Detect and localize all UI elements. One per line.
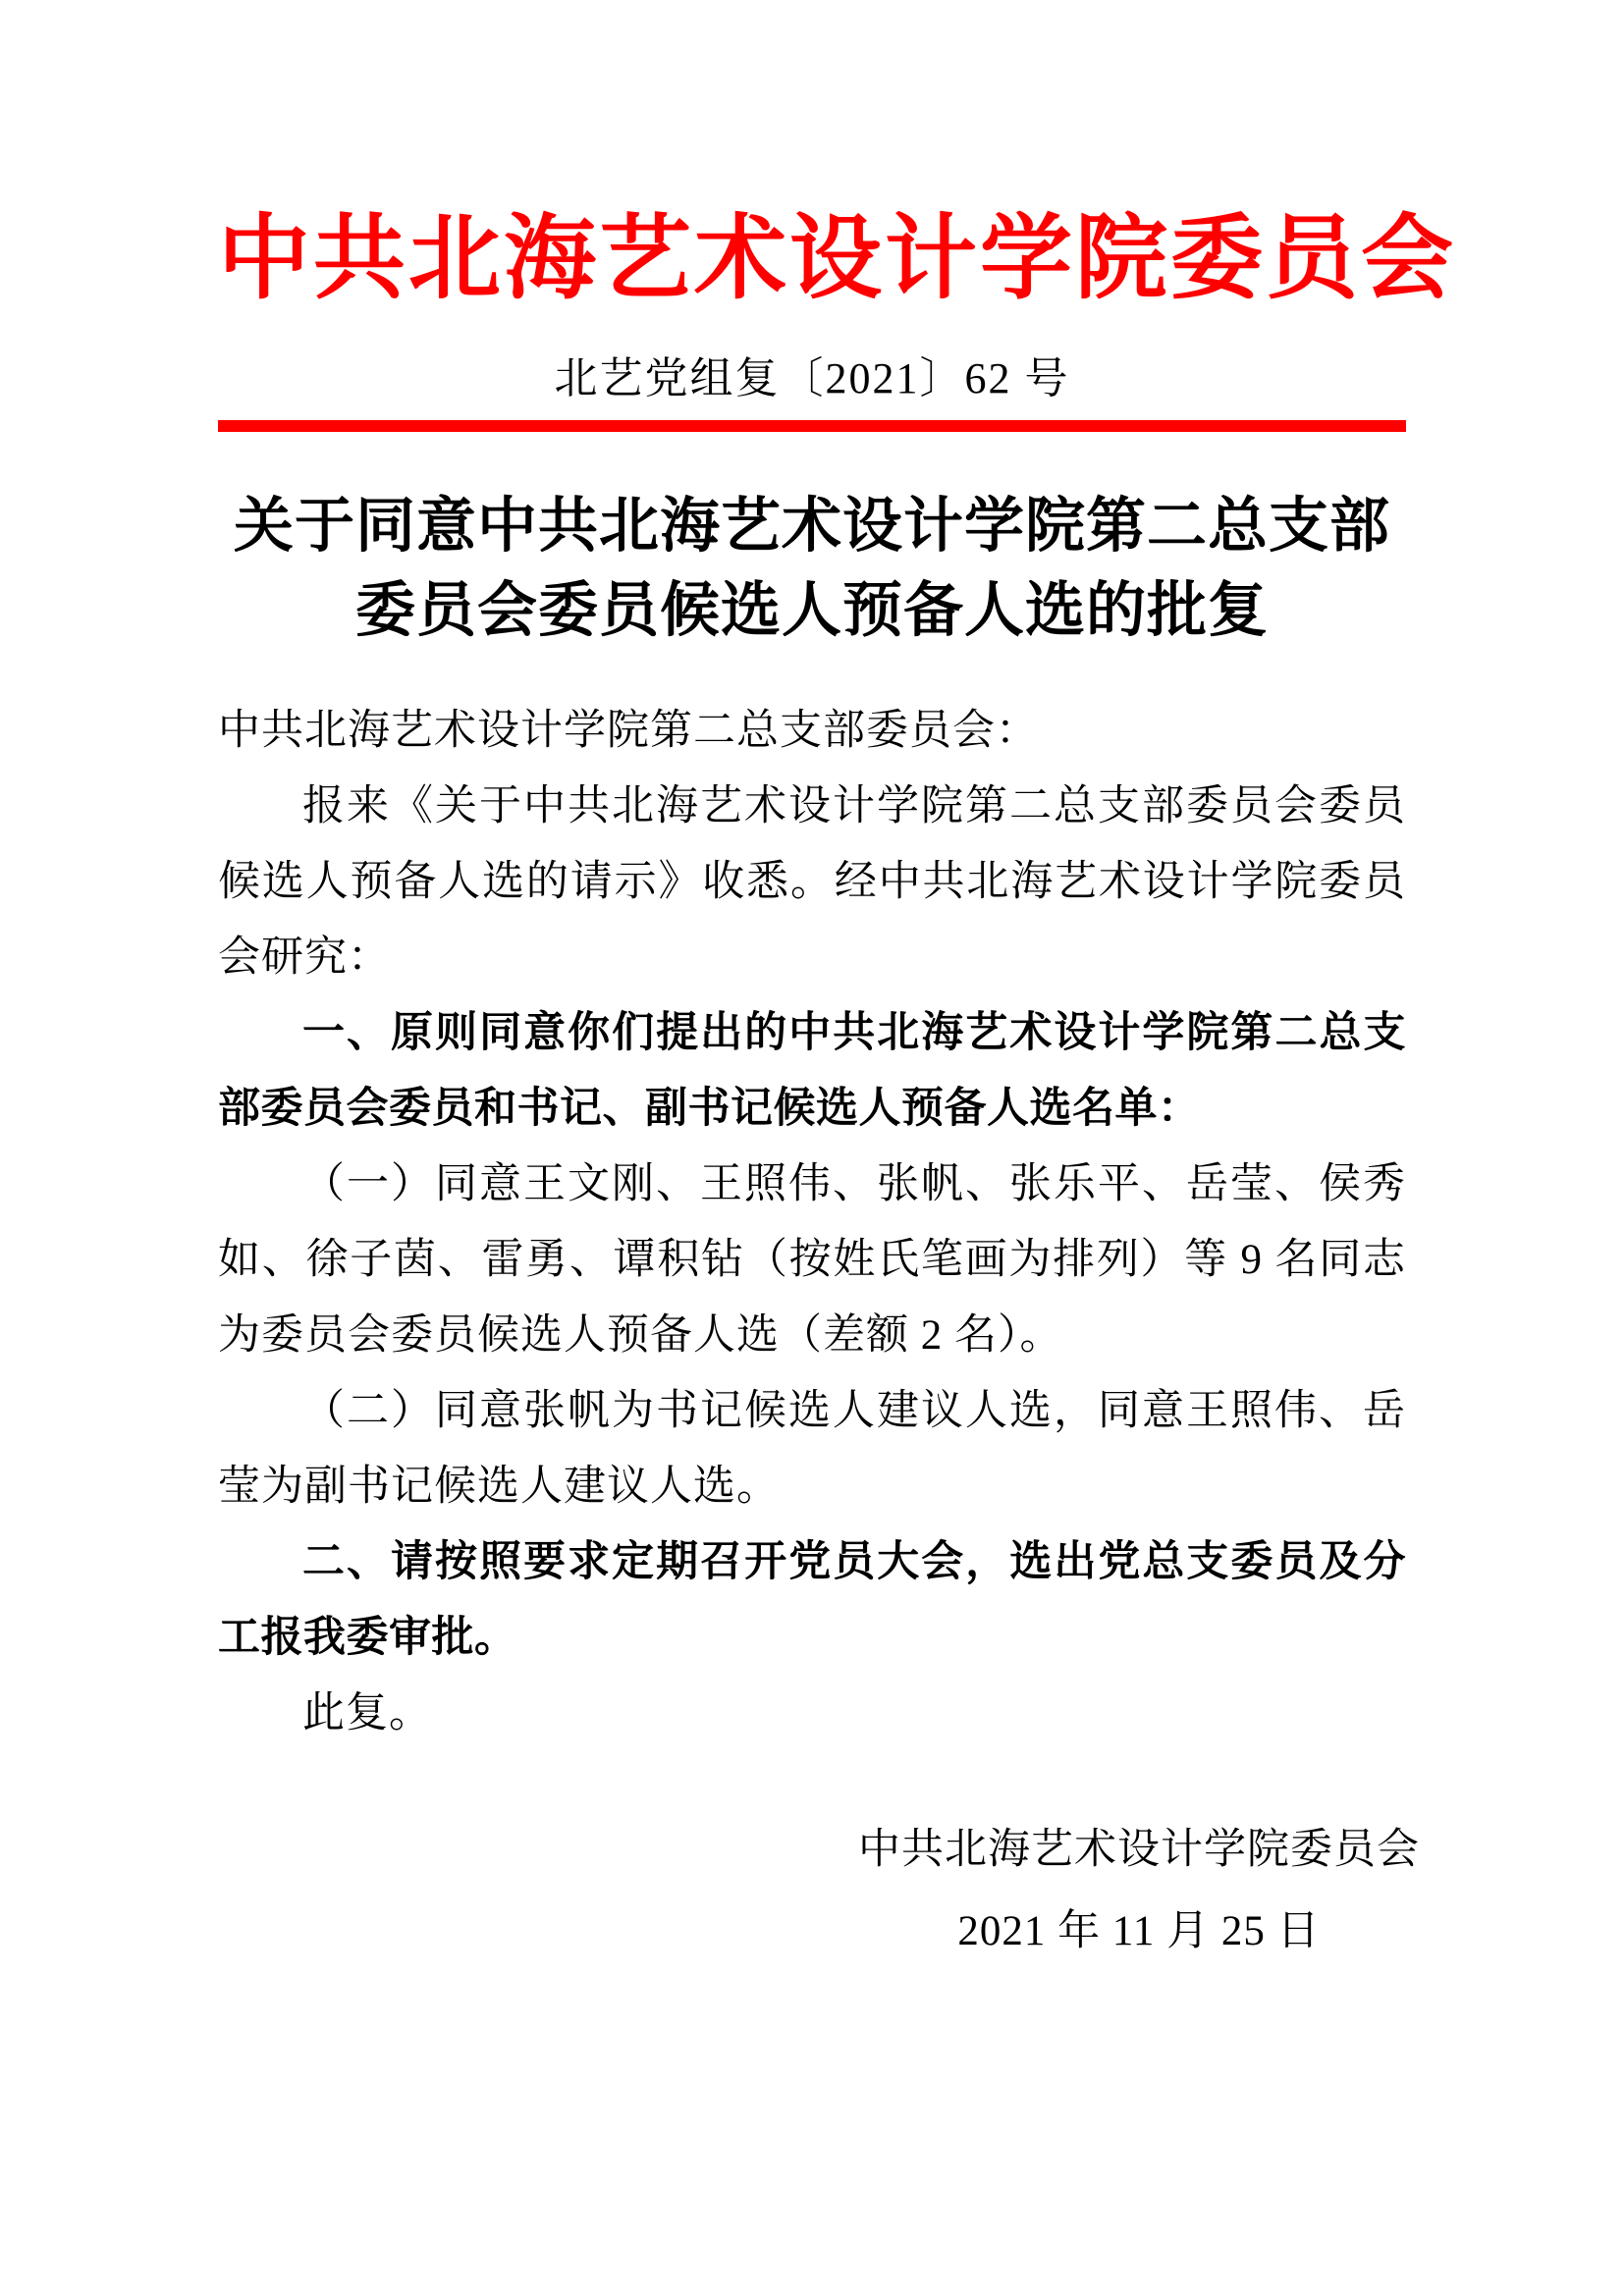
paragraph-closing: 此复。 <box>302 1690 432 1736</box>
document-title-line2: 委员会委员候选人预备人选的批复 <box>354 578 1269 644</box>
signature-date: 2021 年 11 月 25 日 <box>957 1908 1321 1954</box>
red-divider-line <box>218 420 1406 432</box>
signature-block <box>218 1812 1420 1969</box>
paragraph-item-two: 二、请按照要求定期召开党员大会，选出党总支委员及分工报我委审批。 <box>218 1538 1406 1661</box>
signature-org: 中共北海艺术设计学院委员会 <box>858 1827 1420 1873</box>
document-title <box>218 485 1406 654</box>
paragraph-item-one-sub1: （一）同意王文刚、王照伟、张帆、张乐平、岳莹、侯秀如、徐子茵、雷勇、谭积钻（按姓氏笔画为排列）等 9 名同志为委员会委员候选人预备人选（差额 2 名）。 <box>218 1161 1406 1359</box>
paragraph-report-received: 报来《关于中共北海艺术设计学院第二总支部委员会委员候选人预备人选的请示》收悉。经中共北海艺术设计学院委员会研究： <box>218 783 1406 981</box>
signature-inner <box>858 1812 1420 1969</box>
document-title-line1: 关于同意中共北海艺术设计学院第二总支部 <box>233 494 1390 560</box>
issuer-header: 中共北海艺术设计学院委员会 <box>218 208 1457 310</box>
salutation: 中共北海艺术设计学院第二总支部委员会： <box>218 708 1039 754</box>
paragraph-item-one: 一、原则同意你们提出的中共北海艺术设计学院第二总支部委员会委员和书记、副书记候选人预备人选名单： <box>218 1009 1406 1132</box>
document-number: 北艺党组复〔2021〕62 号 <box>554 354 1070 402</box>
paragraph-item-one-sub2: （二）同意张帆为书记候选人建议人选，同意王照伟、岳莹为副书记候选人建议人选。 <box>218 1388 1406 1510</box>
document-body <box>218 693 1406 1751</box>
